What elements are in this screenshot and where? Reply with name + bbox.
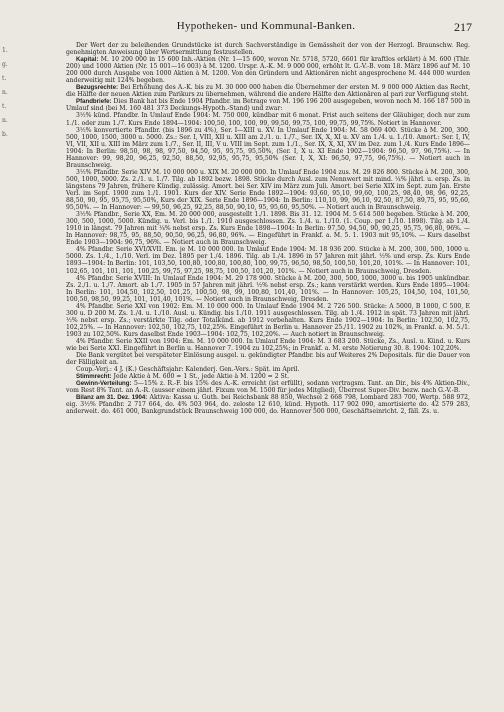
header-title: Hypotheken- und Kommunal-Banken. xyxy=(176,20,356,32)
running-header xyxy=(60,20,472,36)
paragraph-lead: Pfandbriefe: xyxy=(76,98,112,106)
paragraph-lead: Bilanz am 31. Dez. 1904: xyxy=(76,394,148,402)
paragraph-text: 3½% Pfandbr. Serie XIV M. 10 000 000 u. XIX M. 20 000 000. In Umlauf Ende 1904 zus. M. 29 826 800. Stücke à M. 200, 300, 500, 1000, 5000. Zs. 2./1. u. 1./7. Tilg. ab 1892 bezw. 1898. Stücke durch Ausl. zum Nennwert mit mind. ¼% jährl. u. ersp. Zs. in längstens 79 Jahren, frühere Kündig. zulässig. Amort. bei Ser. XIV im März zum Juli. Amort. bei Serie XIX im Sept. zum Jan. Erste Verl. im Sept. 1900 zum 1./1. 1901. Kurs der XIV. Serie Ende 1892—1904: 93,60, 95,10, 99,60, 100,25, 98,40, 98, 96, 92,25, 88,50, 90, 95, 95,75, 95,50%, Kurs der XIX. Serie Ende 1896—1904: In Berlin: 110,10, 99, 96,10, 92,50, 87,50, 89,75, 95, 95,60, 95,50%. — In Hannover: — 99,50, 96,25, 92,25, 88,50, 90,10, 95, 95,60, 95,50%. — Notiert auch in Braunschweig. xyxy=(66,168,470,212)
paragraph xyxy=(66,373,470,380)
margin-mark: t. xyxy=(2,103,7,110)
body-text xyxy=(66,42,470,706)
paragraph-lead: Bezugsrechte: xyxy=(76,84,118,92)
paragraph-lead: Gewinn-Verteilung: xyxy=(76,380,132,388)
margin-mark: n. xyxy=(2,117,8,124)
paragraph-text: Der Wert der zu beleihenden Grundstücke ist durch Sachverständige in Gemässheit der von der Herzogl. Braunschw. Reg. genehmigten Anweisung über Wertsermittlung festzustellen. xyxy=(66,42,470,57)
paragraph xyxy=(66,380,470,394)
paragraph-text: Dies Bank hat bis Ende 1904 Pfandbr. im Betrage von M. 196 196 200 ausgegeben, wovon noch M. 166 187 500 in Umlauf sind (bei M. 160 481 373 Deckungs-Hypoth.-Stand) und zwar: xyxy=(66,98,470,113)
margin-mark: b. xyxy=(2,131,8,138)
paragraph xyxy=(66,42,470,56)
paragraph xyxy=(66,127,470,169)
paragraph-text: 4% Pfandbr. Serie XXII von 1904: Em. M. 10 000 000. In Umlauf Ende 1904: M. 3 683 200. Stücke, Zs., Ausl. u. Künd. u. Kurs wie bei Serie XXI. Eingeführt in Berlin u. Hannover 7. 1904 zu 102,25%; in Frankf. a. M. erste Notierung 30. 8. 1904: 102,20%. xyxy=(66,337,470,353)
paragraph-text: 3½% künd. Pfandbr. In Umlauf Ende 1904: M. 750 000, kündbar mit 6 monat. Frist auch seitens der Gläubiger, doch nur zum 1./1. oder zum 1./7. Kurs Ende 1894—1904: 100,50, 100, 100, 99, 99,50, 99,75, 100, 99,75, 99,75%. Notiert in Hannover. xyxy=(66,112,470,127)
paragraph-text: Die Bank vergütet bei verspäteter Einlösung ausgel. u. gekündigter Pfandbr. bis auf Weiteres 2% Depositals. für die Dauer von der Fälligkeit an. xyxy=(66,352,470,367)
paragraph-text: 4% Pfandbr. Serie XVIII: In Umlauf Ende 1904: M. 29 178 900. Stücke à M. 200, 300, 500, 1000, 3000 u. bis 1905 unkündbar. Zs. 2./1. u. 1./7. Amort. ab 1./7. 1905 in 57 Jahren mit jährl. ½% nebst ersp. Zs.; kann verstärkt werden. Kurs Ende 1895—1904: In Berlin: 101, 104,50, 102,50, 101,25, 100,50, 98, 99, 100,80, 101,40, 101%. — In Hannover: 105,25, 104,50, 104, 101,50, 100,50, 98,50, 99,25, 101, 101,40, 101%. — Notiert auch in Braunschweig, Dresden. xyxy=(66,274,470,303)
paragraph-lead: Stimmrecht: xyxy=(76,373,112,381)
paragraph xyxy=(66,211,470,246)
paragraph-lead: Kapital: xyxy=(76,56,99,64)
margin-mark: n. xyxy=(2,89,8,96)
paragraph xyxy=(66,112,470,126)
paragraph xyxy=(66,366,470,373)
paragraph-text: Jede Aktie à M. 600 = 1 St., jede Aktie à M. 1200 = 2 St. xyxy=(113,373,290,381)
paragraph-text: Coup.-Verj.: 4 J. (K.) Geschäftsjahr: Kalenderj. Gen.-Vers.: Spät. im April. xyxy=(76,366,300,374)
margin-mark: g. xyxy=(2,61,8,68)
paragraph xyxy=(66,275,470,303)
paragraph-text: M. 10 200 000 in 15 600 Inh.-Aktien (Nr. 1—15 600, wovon Nr. 5718, 5720, 6601 für kraftlos erklärt) à M. 600 (Thlr. 200) und 1000 Aktien (Nr. 15 001—16 003) à M. 1200. Urspr. A.-K. M. 9 000 000, erhöht lt. G.-V.-B. vom 18. März 1896 auf M. 10 200 000 durch Ausgabe von 1000 Aktien à M. 1200. Von den Gründern und Aktionären nicht angesprochene M. 444 000 wurden anderweitig mit 124% begeben. xyxy=(66,56,470,85)
paragraph-text: Aktiva: Kassa u. Guth. bei Reichsbank 88 850, Wechsel 2 668 798, Lombard 283 700, Wertp. 588 972, eig. 3½% Pfandbr. 2 717 664, do. 4% 503 964, do. zeloste 12 610, künd. Hypoth. 117 902 090, amortisierte do. 42 579 283, anderweit. do. 461 000, Bankgrundstück Braunschweig 100 000, do. Hannover 500 000, Geschäftseinricht. 2, fäll. Zs. u. xyxy=(66,394,470,416)
paragraph xyxy=(66,56,470,84)
paragraph xyxy=(66,394,470,415)
paragraph-text: 5—15% z. R.-F. bis 15% des A.-K. erreicht (ist erfüllt), sodann vertragsm. Tant. an Dir., bis 4% Aktien-Div., vom Rest 8% Tant. an A.-R. (ausser einem jährl. Fixum von M. 1500 für jedes Mitglied), Überrest Super-Div. bezw. nach G.-V.-B. xyxy=(66,380,470,395)
paragraph-text: 3½% konvertierte Pfandbr. (bis 1896 zu 4%), Ser. I—XIII u. XV. In Umlauf Ende 1904: M. 58 069 400. Stücke à M. 200, 300, 500, 1000, 1500, 3000 u. 5000. Zs.: Ser. I, VIII, XII u. XIII am 2./1. u. 1./7., Ser. IX, X, XI u. XV am 1./4. u. 1./10. Amort.: Ser. I, IV, VI, VII, XII u. XIII im März zum 1./7., Ser. II, III, V u. VIII im Sept. zum 1./1., Ser. IX, X, XI, XV im Dez. zum 1./4. Kurs Ende 1896—1904: In Berlin: 98,50, 98, 98, 97,50, 94,50, 95, 95,75, 95,50%, (Ser. I, X u. XI Ende 1902—1904: 96,50, 97, 96,75%). — In Hannover: 99, 98,20, 96,25, 92,50, 88,50, 92,95, 95,75, 95,50% (Ser. I, X, XI: 96,50, 97,75, 96,75%). — Notiert auch in Braunschweig. xyxy=(66,126,470,169)
paragraph-text: 4% Pfandbr. Serie XVI/XVII. Em. je M. 10 000 000. In Umlauf Ende 1904: M. 18 936 200. Stücke à M. 200, 300, 500, 1000 u. 5000. Zs. 1./4., 1./10. Verl. im Dez. 1895 per 1./4. 1896. Tilg. ab 1./4. 1896 in 57 Jahren mit jährl. ½% und ersp. Zs. Kurs Ende 1893—1904: In Berlin: 101, 103,50, 100,80, 100,80, 100,80, 100, 99,75, 96,50, 98,50, 100,50, 101,20, 101%. — In Hannover: 101, 102,65, 101, 101, 101, 100,25, 99,75, 97,25, 98,75, 100,50, 101,20, 101%. — Notiert auch in Braunschweig, Dresden. xyxy=(66,246,470,275)
margin-mark: 1. xyxy=(2,47,8,54)
paragraph xyxy=(66,303,470,338)
paragraph xyxy=(66,352,470,366)
paragraph xyxy=(66,246,470,274)
paragraph xyxy=(66,98,470,112)
paragraph xyxy=(66,338,470,352)
paragraph xyxy=(66,169,470,211)
margin-mark: t. xyxy=(2,75,7,82)
paragraph-text: Bei Erhöhung des A.-K. bis zu M. 30 000 000 haben die Übernehmer der ersten M. 9 000 000 Aktien das Recht, die Hälfte der neuen Aktien zum Parikurs zu übernehmen, während die andere Hälfte den Aktionären al pari zur Verfügung steht. xyxy=(66,84,470,99)
page-number: 217 xyxy=(454,20,472,34)
paragraph-text: 4% Pfandbr. Serie XXI von 1902: Em. M. 10 000 000. In Umlauf Ende 1904 M. 2 726 500. Stücke: A 5000, B 1000, C 500, E 300 u. D 200 M. Zs. 1./4. u. 1./10. Ausl. u. Kündig. bis 1./10. 1911 ausgeschlossen. Tilg. ab 1./4. 1912 in spät. 73 Jahren mit jährl. ½% nebst ersp. Zs.; verstärkte Tilg. oder Totalkünd. ab 1912 vorbehalten. Kurs Ende 1902—1904: In Berlin: 102,50, 102,75, 102,25%. — In Hannover: 102,50, 102,75, 102,25%. Eingeführt in Berlin u. Hannover 25./11. 1902 zu 102%, in Frankf. a. M. 5./1. 1903 zu 102,50%. Kurs daselbst Ende 1903—1904: 102,75, 102,20%. — Auch notiert in Braunschweig. xyxy=(66,302,470,338)
paragraph-text: 3½% Pfandbr., Serie XX, Em. M. 20 000 000, ausgestellt 1./1. 1898. Bis 31. 12. 1904 M. 5 614 500 begeben. Stücke à M. 200, 300, 500, 1000, 5000. Kündig. u. Verl. bis 1./1. 1910 ausgeschlossen. Zs. 1./4. u. 1./10. (1. Coup. per 1./10. 1898). Tilg. ab 1./4. 1910 in längst. 79 Jahren mit ¼% nebst ersp. Zs. Kurs Ende 1898—1904: In Berlin: 97,50, 94,50, 90, 90,25, 95,75, 96,80, 96%. — In Hannover: 98,75, 95, 88,50, 90,50, 96,25, 96,80, 96%. — Eingeführt in Frankf. a. M. 5. 1. 1903 mit 95,10%. — Kurs daselbst Ende 1903—1904: 96,75, 96%. — Notiert auch in Braunschweig. xyxy=(66,211,470,247)
margin-marks xyxy=(2,44,10,142)
paragraph xyxy=(66,84,470,98)
